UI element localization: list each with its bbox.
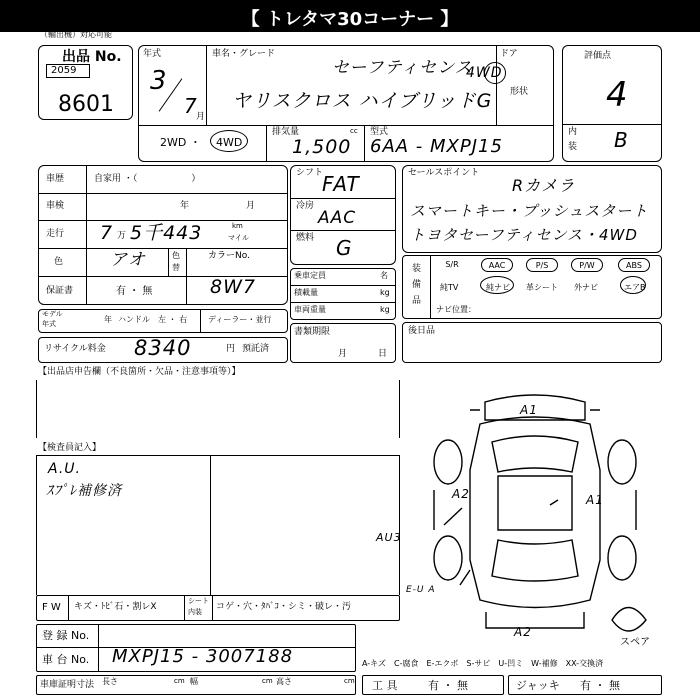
record-value: 自家用 ・（ ）	[94, 174, 201, 184]
mileage-label: 走行	[46, 229, 65, 239]
score-label: 評価点	[584, 51, 612, 61]
legend-text: A-キズ C-腐食 E-エクボ S-サビ U-凹ミ W-補修 XX-交換済	[362, 659, 604, 668]
four-wd-circle	[210, 130, 248, 152]
diag-spare: スペア	[620, 637, 650, 648]
recycle-unit: 円	[226, 344, 236, 354]
drive-note-circle	[484, 62, 506, 84]
fw-label: F W	[42, 602, 61, 613]
warranty-label: 保証書	[46, 286, 74, 296]
reg-label: 登 録 No.	[42, 629, 90, 642]
mileage-mile: マイル	[228, 234, 249, 242]
car-name-drive-note: 4WD	[466, 65, 503, 81]
equip-tv: 純TV	[440, 283, 459, 292]
weight-unit: kg	[380, 305, 390, 314]
seats-unit: 名	[380, 271, 388, 280]
model-year-unit: 年	[104, 315, 112, 324]
equip-pw: P/W	[571, 258, 603, 272]
door-label: ドア	[500, 49, 518, 59]
shift-value: FAT	[322, 172, 360, 196]
equip-navi-circle	[480, 276, 514, 294]
docs-label: 書類期限	[294, 327, 331, 337]
tools-value: 有 ・ 無	[428, 679, 468, 692]
equip-sr: S/R	[445, 260, 459, 269]
equip-ps: P/S	[526, 258, 558, 272]
equip-ext-navi: 外ナビ	[574, 283, 598, 292]
year-month: 7	[184, 94, 198, 118]
car-name-line1: セーフティセンス	[332, 58, 473, 78]
sales-line3: トヨタセーフティセンス・4WD	[410, 226, 638, 244]
docs-day: 日	[378, 349, 388, 359]
displacement-unit: cc	[350, 127, 358, 135]
color-change-2: 替	[172, 263, 180, 272]
interior-label-1: 内	[568, 127, 578, 137]
color-label: 色	[54, 257, 64, 267]
jack-label: ジャッキ	[516, 679, 560, 692]
cert-hei: 高さ	[276, 677, 292, 686]
diag-e: E-U A	[406, 585, 436, 595]
cert-wid: 幅	[190, 677, 198, 686]
mileage-man: 7	[100, 222, 114, 244]
diag-a1-top: A1	[520, 403, 538, 417]
sales-label: セールスポイント	[408, 168, 480, 178]
lot-number: 8601	[58, 92, 114, 117]
recycle-status: 預託済	[242, 344, 270, 354]
weight-label: 車両重量	[294, 305, 326, 314]
equipment-label-3: 品	[412, 296, 422, 306]
equip-abs: ABS	[618, 258, 650, 272]
year-month-unit: 月	[196, 112, 206, 122]
warranty-value: 有 ・ 無	[116, 286, 153, 297]
cert-wid-cm: cm	[262, 677, 273, 685]
cert-len-cm: cm	[174, 677, 185, 685]
lot-sub-number: 2059	[51, 65, 77, 76]
equip-navi-pos: ナビ位置：	[436, 305, 476, 314]
equip-navi: 純ナビ	[486, 283, 510, 292]
inspection-label: 車検	[46, 201, 65, 211]
diag-a-right: A1	[586, 493, 604, 507]
equip-airbag-circle	[620, 276, 646, 294]
cert-hei-cm: cm	[344, 677, 355, 685]
docs-month: 月	[338, 349, 348, 359]
load-label: 積載量	[294, 288, 318, 297]
equip-airbag: エアB	[624, 283, 646, 292]
inspector-label: 【検査員記入】	[38, 443, 102, 453]
later-box	[402, 322, 662, 363]
chassis-label: 車 台 No.	[42, 653, 90, 666]
fw-items: キズ・ﾄﾋﾞ石・割レX	[74, 602, 157, 612]
displacement-value: 1,500	[292, 136, 352, 158]
model-year-1: モデル	[42, 310, 63, 318]
color-code-label: カラーNo.	[208, 251, 250, 261]
interior-label-2: 装	[568, 142, 578, 152]
cert-len: 長さ	[102, 677, 118, 686]
shift-label: シフト	[296, 168, 324, 178]
fuel-value: G	[336, 236, 353, 260]
sales-line2: スマートキー・プッシュスタート	[410, 202, 649, 220]
fuel-label: 燃料	[296, 233, 315, 243]
score-value: 4	[606, 75, 629, 115]
mileage-rest: 5千443	[130, 222, 203, 244]
car-name-line2: ヤリスクロス ハイブリッドG	[232, 90, 493, 112]
interior-value: B	[614, 128, 629, 152]
mileage-man-unit: 万	[117, 231, 127, 241]
car-name-label: 車名・グレード	[212, 49, 276, 59]
header-partial: （輸出機）対応可能	[40, 30, 112, 39]
chassis-value: MXPJ15 - 3007188	[112, 646, 294, 667]
shape-label: 形状	[510, 87, 529, 97]
equip-leather: 革シート	[526, 283, 558, 292]
recycle-value: 8340	[134, 336, 192, 360]
ac-label: 冷房	[296, 201, 315, 211]
displacement-label: 排気量	[272, 127, 300, 137]
tools-label: 工 具	[372, 679, 398, 692]
declaration-area	[36, 380, 400, 438]
year-value: 3	[150, 66, 168, 96]
mileage-km: km	[232, 222, 243, 230]
inspection-month: 月	[246, 201, 256, 211]
later-label: 後日品	[408, 326, 436, 336]
color-change-1: 色	[172, 251, 180, 260]
inspection-year: 年	[180, 201, 190, 211]
diag-a-left: AU3	[376, 531, 402, 544]
lot-label: 出品 No.	[62, 49, 122, 65]
car-diagram	[400, 380, 670, 640]
fw-seat-1: シート	[188, 597, 209, 605]
model-label: 型式	[370, 127, 389, 137]
inspector-area	[36, 455, 400, 595]
seats-label: 乗車定員	[294, 271, 326, 280]
two-wd: 2WD ・	[160, 136, 201, 149]
recycle-label: リサイクル料金	[44, 344, 106, 354]
year-label: 年式	[143, 49, 162, 59]
jack-value: 有 ・ 無	[580, 679, 620, 692]
color-value: アオ	[110, 250, 146, 270]
fw-seat-2: 内装	[188, 608, 202, 616]
equip-aac: AAC	[481, 258, 513, 272]
dealer-label: ディーラー・並行	[208, 315, 272, 324]
record-label: 車歴	[46, 174, 65, 184]
equipment-label-1: 装	[412, 264, 422, 274]
header-title: 【 トレタマ30コーナー 】	[241, 9, 459, 30]
declaration-label: 【出品店申告欄（不良箇所・欠品・注意事項等）】	[38, 367, 241, 377]
four-wd: 4WD	[216, 136, 243, 149]
sales-line1: Rカメラ	[512, 176, 576, 195]
color-code-value: 8W7	[210, 276, 256, 298]
diag-a-side: A2	[452, 487, 470, 501]
model-year-2: 年式	[42, 320, 56, 328]
inspector-line2: ｽﾌﾟﾚ補修済	[46, 483, 122, 499]
fw-items2: コゲ・穴・ﾀﾊﾞｺ・シミ・破レ・汚	[216, 602, 352, 612]
model-value: 6AA - MXPJ15	[370, 136, 503, 157]
handle-label: ハンドル 左 ・ 右	[118, 315, 188, 324]
load-unit: kg	[380, 288, 390, 297]
inspector-line1: A.U.	[48, 461, 81, 477]
equipment-label-2: 備	[412, 280, 422, 290]
cert-label: 車庫証明寸法	[40, 680, 95, 690]
diag-a1-bottom: A2	[514, 625, 532, 639]
ac-value: AAC	[318, 208, 357, 228]
